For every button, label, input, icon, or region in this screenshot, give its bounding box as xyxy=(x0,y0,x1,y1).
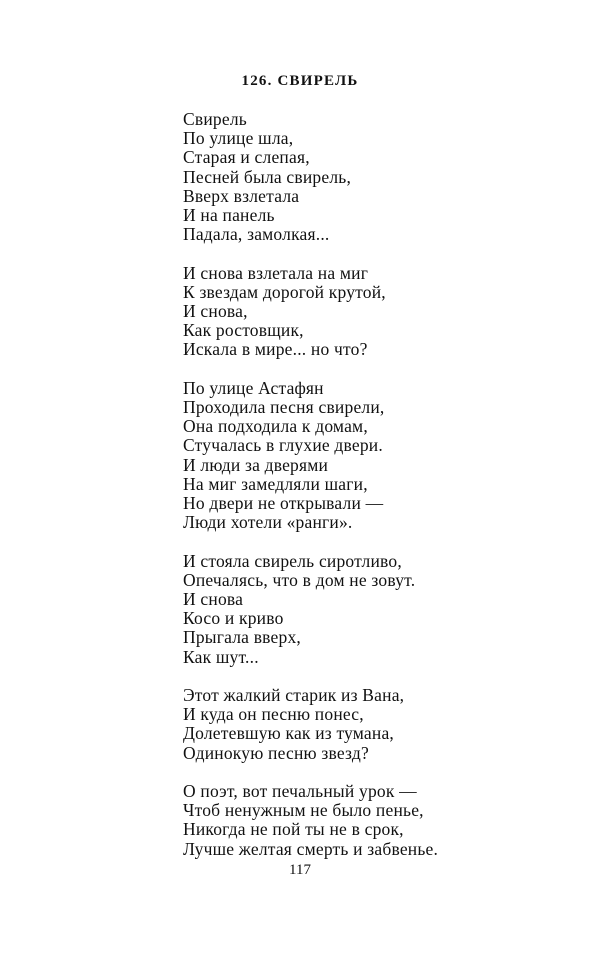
stanza xyxy=(183,264,583,360)
poem-body xyxy=(183,110,583,878)
stanza xyxy=(183,552,583,667)
stanza xyxy=(183,686,583,763)
poem-line: Чтоб ненужным не было пенье, xyxy=(183,800,424,821)
poem-line: Падала, замолкая... xyxy=(183,224,330,245)
page-number: 117 xyxy=(289,862,311,878)
poem-line: Прыгала вверх, xyxy=(183,627,301,648)
poem-line: И снова взлетала на миг xyxy=(183,262,369,283)
poem-line: И стояла свирель сиротливо, xyxy=(183,550,402,571)
poem-line: Она подходила к домам, xyxy=(183,416,368,437)
poem-line: О поэт, вот печальный урок — xyxy=(183,781,417,802)
poem-line: Вверх взлетала xyxy=(183,185,300,206)
poem-line: Искала в мире... но что? xyxy=(183,339,368,360)
poem-line: Этот жалкий старик из Вана, xyxy=(183,685,405,706)
poem-line: К звездам дорогой крутой, xyxy=(183,281,386,302)
poem-line: Старая и слепая, xyxy=(183,147,310,168)
poem-line: Одинокую песню звезд? xyxy=(183,742,369,763)
poem-line: Свирель xyxy=(183,109,247,129)
stanza xyxy=(183,379,583,533)
poem-line: По улице шла, xyxy=(183,128,294,149)
poem-line: Косо и криво xyxy=(183,608,284,629)
poem-line: Долетевшую как из тумана, xyxy=(183,723,395,744)
poem-line: Песней была свирель, xyxy=(183,166,352,187)
poem-line: И куда он песню понес, xyxy=(183,704,364,725)
poem-line: Проходила песня свирели, xyxy=(183,397,385,418)
poem-line: По улице Астафян xyxy=(183,377,324,398)
poem-line: И на панель xyxy=(183,205,275,226)
poem-line: Люди хотели «ранги». xyxy=(183,512,353,533)
poem-line: Стучалась в глухие двери. xyxy=(183,435,383,456)
poem-line: Лучше желтая смерть и забвенье. xyxy=(183,838,439,859)
poem-line: И снова, xyxy=(183,301,248,322)
poem-line: Опечалясь, что в дом не зовут. xyxy=(183,569,416,590)
stanza xyxy=(183,782,583,859)
poem-line: И снова xyxy=(183,589,244,610)
poem-line: И люди за дверями xyxy=(183,454,329,475)
poem-line: Как шут... xyxy=(183,646,259,667)
poem-line: Но двери не открывали — xyxy=(183,493,384,514)
poem-line: Никогда не пой ты не в срок, xyxy=(183,819,404,840)
poem-line: Как ростовщик, xyxy=(183,320,304,341)
poem-title: 126. СВИРЕЛЬ xyxy=(241,73,359,89)
poem-line: На миг замедляли шаги, xyxy=(183,473,368,494)
stanza xyxy=(183,110,583,244)
